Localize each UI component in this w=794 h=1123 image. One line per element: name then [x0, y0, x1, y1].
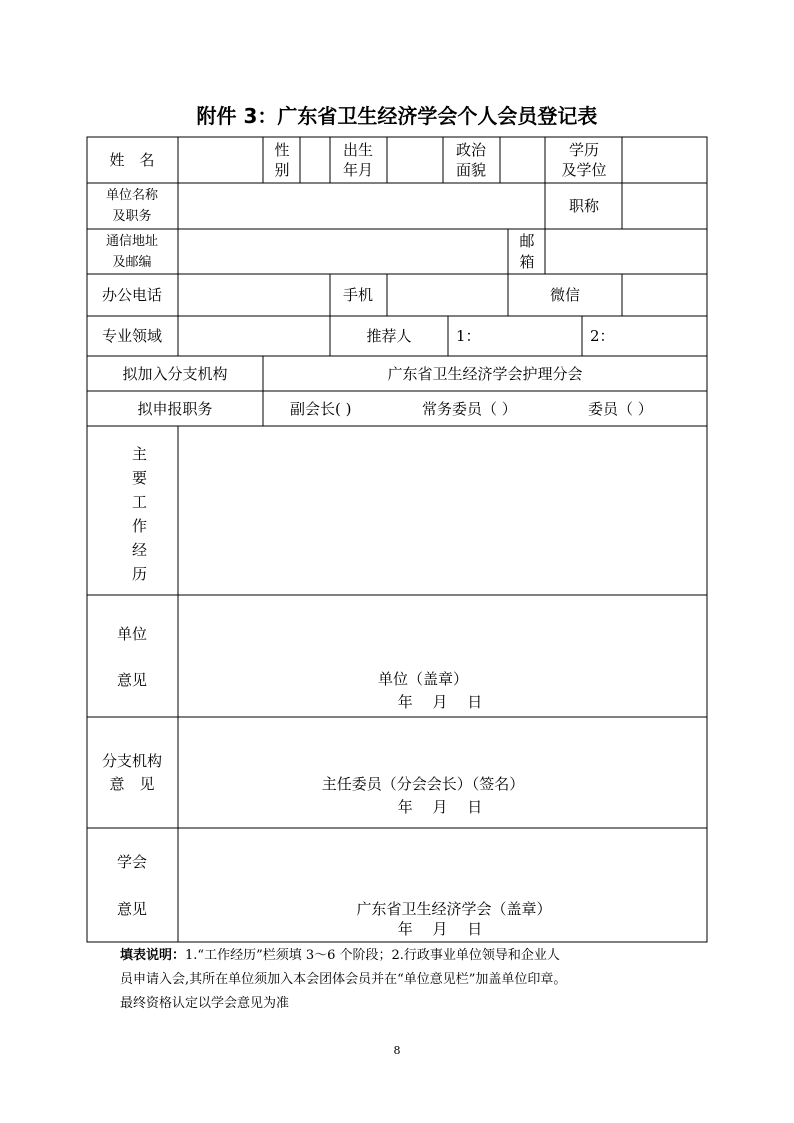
- position-option-vice-president: 副会长( ): [290, 400, 352, 418]
- education-label: 及学位: [561, 161, 607, 179]
- office-phone-label: 办公电话: [101, 286, 163, 304]
- page-number: 8: [393, 1044, 401, 1057]
- email-label: 邮: [519, 232, 535, 250]
- position-label: 拟申报职务: [137, 400, 213, 418]
- form-notes: [120, 944, 720, 1016]
- notes-heading: 填表说明：: [120, 948, 186, 963]
- branch-value: 广东省卫生经济学会护理分会: [387, 365, 583, 383]
- referrer-1: 1：: [456, 327, 481, 345]
- society-opinion-label: 意见: [116, 900, 148, 918]
- experience-label-char: 历: [132, 565, 148, 583]
- birth-label: 出生: [342, 141, 374, 159]
- address-label: 及邮编: [112, 255, 152, 270]
- notes-line: 员申请入会,其所在单位须加入本会团体会员并在“单位意见栏”加盖单位印章。: [120, 972, 567, 987]
- address-label: 通信地址: [105, 234, 159, 249]
- experience-label-char: 作: [132, 517, 148, 535]
- unit-opinion-label: 意见: [116, 671, 148, 689]
- notes-line: 1.“工作经历”栏须填 3～6 个阶段；2.行政事业单位领导和企业人: [185, 948, 560, 963]
- experience-label-char: 要: [132, 469, 148, 487]
- experience-label-char: 主: [132, 445, 148, 463]
- mobile-label: 手机: [342, 286, 374, 304]
- society-opinion-label: 学会: [116, 853, 148, 871]
- referrer-2: 2：: [590, 327, 615, 345]
- gender-label: 性: [274, 141, 290, 159]
- unit-label: 及职务: [112, 209, 152, 224]
- society-stamp: 广东省卫生经济学会（盖章）: [356, 900, 552, 918]
- branch-opinion-label: 分支机构: [101, 752, 163, 770]
- experience-label-char: 经: [132, 541, 148, 559]
- email-label: 箱: [519, 253, 535, 271]
- experience-label-char: 工: [132, 493, 148, 511]
- field-label: 专业领域: [101, 327, 163, 345]
- wechat-label: 微信: [549, 286, 581, 304]
- job-title-label: 职称: [568, 197, 600, 215]
- name-label: 姓 名: [109, 151, 155, 169]
- unit-opinion-label: 单位: [116, 625, 148, 643]
- gender-label: 别: [274, 161, 290, 179]
- birth-label: 年月: [342, 161, 374, 179]
- branch-label: 拟加入分支机构: [122, 365, 228, 383]
- unit-stamp: 单位（盖章）: [377, 670, 469, 688]
- referrer-label: 推荐人: [366, 327, 412, 345]
- form-title: 附件 3：广东省卫生经济学会个人会员登记表: [196, 104, 598, 128]
- political-label: 面貌: [455, 161, 487, 179]
- unit-date: 年 月 日: [397, 693, 483, 711]
- position-option-standing-member: 常务委员（ ）: [422, 400, 517, 418]
- position-option-member: 委员（ ）: [588, 400, 653, 418]
- unit-label: 单位名称: [105, 188, 159, 203]
- experience-label: [132, 442, 146, 586]
- branch-opinion-label: 意 见: [109, 775, 155, 793]
- notes-line: 最终资格认定以学会意见为准: [120, 996, 290, 1011]
- table-border: [87, 137, 707, 942]
- branch-date: 年 月 日: [397, 798, 483, 816]
- education-label: 学历: [568, 141, 600, 159]
- political-label: 政治: [455, 141, 487, 159]
- branch-signature: 主任委员（分会会长）（签名）: [321, 775, 525, 793]
- society-date: 年 月 日: [397, 920, 483, 938]
